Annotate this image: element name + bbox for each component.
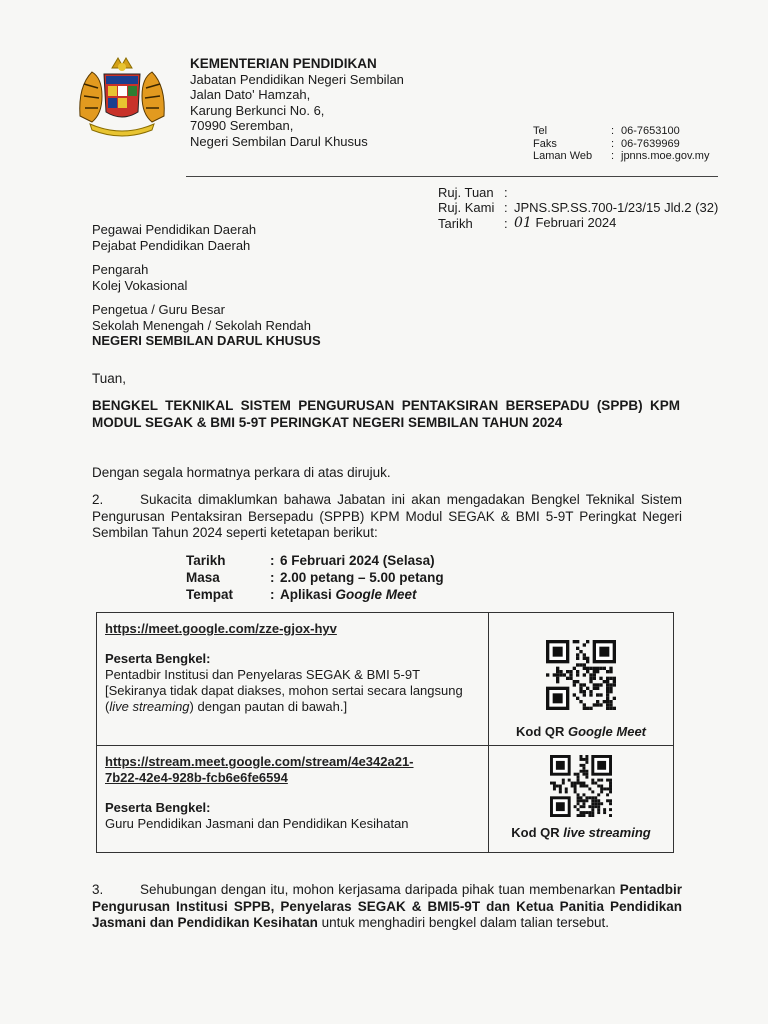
paragraph-number: 2. [92, 492, 104, 507]
peserta-title: Peserta Bengkel: [105, 800, 211, 815]
recipient-line: Pengarah [92, 262, 149, 277]
reference-block: Ruj. Tuan : Ruj. Kami : JPNS.SP.SS.700-1/23/15 Jld.2 (32) Tarikh : 01 Februari 2024 [438, 185, 719, 231]
address-line: 70990 Seremban, [190, 118, 294, 133]
peserta-text: Pentadbir Institusi dan Penyelaras SEGAK & BMI 5-9T [105, 667, 421, 682]
paragraph-number: 3. [92, 882, 104, 897]
qr-code-stream[interactable] [550, 755, 612, 817]
qr-label-meet: Kod QR Google Meet [515, 724, 647, 739]
address-line: Karung Berkunci No. 6, [190, 102, 325, 118]
peserta-text: Guru Pendidikan Jasmani dan Pendidikan Kesihatan [105, 816, 409, 831]
ministry-name: KEMENTERIAN PENDIDIKAN [190, 56, 377, 71]
contact-row-fax: Faks : 06-7639969 [533, 137, 680, 150]
session-row-stream [97, 746, 674, 853]
qr-label-stream: Kod QR live streaming [511, 825, 651, 840]
stream-link[interactable]: https://stream.meet.google.com/stream/4e342a21- 7b22-42e4-928b-fcb6e6fe6594 [105, 754, 414, 785]
recipient-line: Pengetua / Guru Besar [92, 302, 225, 317]
address-line: Jabatan Pendidikan Negeri Sembilan [190, 71, 404, 87]
qr-code-meet[interactable] [546, 640, 616, 710]
recipient-line: Pejabat Pendidikan Daerah [92, 237, 251, 253]
ruj-kami-label: Ruj. Kami [438, 200, 495, 215]
letter-subject: BENGKEL TEKNIKAL SISTEM PENGURUSAN PENTAKSIRAN BERSEPADU (SPPB) KPM MODUL SEGAK & BMI 5-9T PERINGKAT NEGERI SEMBILAN TAHUN 2024 [92, 398, 680, 430]
peserta-title: Peserta Bengkel: [105, 651, 211, 666]
recipient-line: Kolej Vokasional [92, 277, 188, 293]
ruj-tuan-label: Ruj. Tuan [438, 185, 494, 200]
address-line: Jalan Dato' Hamzah, [190, 87, 311, 102]
detail-venue-label: Tempat [186, 587, 234, 602]
detail-venue-value: Aplikasi Google Meet [280, 587, 417, 602]
header-divider [186, 176, 718, 177]
paragraph-2: 2. Sukacita dimaklumkan bahawa Jabatan ini akan mengadakan Bengkel Teknikal Sistem Pengurusan Pentaksiran Bersepadu (SPPB) KPM Modul SEGAK & BMI 5-9T Peringkat Negeri Sembilan Tahun 2024 seperti ketetapan berikut: [92, 492, 682, 540]
detail-time-value: 2.00 petang – 5.00 petang [280, 570, 444, 585]
contact-info [533, 125, 709, 163]
paragraph-3: 3. Sehubungan dengan itu, mohon kerjasama daripada pihak tuan membenarkan Pentadbir Pengurusan Institusi SPPB, Penyelaras SEGAK & BMI5-9T dan Ketua Panitia Pendidikan Jasmani dan Pendidikan Kesihatan untuk menghadiri bengkel dalam talian tersebut. [92, 882, 682, 930]
session-row-meet [97, 613, 674, 746]
ruj-kami-value: JPNS.SP.SS.700-1/23/15 Jld.2 (32) [514, 200, 719, 215]
access-note: [Sekiranya tidak dapat diakses, mohon sertai secara langsung (live streaming) dengan pautan di bawah.] [105, 683, 463, 714]
detail-time-label: Masa [186, 570, 220, 585]
ruj-tuan-value [514, 185, 718, 200]
address-line: Negeri Sembilan Darul Khusus [190, 133, 368, 149]
recipient-line: Pegawai Pendidikan Daerah [92, 222, 257, 237]
handwritten-day: 01 [514, 215, 532, 231]
meet-link[interactable]: https://meet.google.com/zze-gjox-hyv [105, 621, 337, 636]
tarikh-value: 01 Februari 2024 [514, 215, 617, 231]
recipient-state: NEGERI SEMBILAN DARUL KHUSUS [92, 333, 321, 348]
recipients-block [92, 222, 321, 358]
contact-row-web: Laman Web : jpnns.moe.gov.my [533, 150, 710, 162]
coat-of-arms-logo [72, 56, 172, 138]
recipient-line: Sekolah Menengah / Sekolah Rendah [92, 317, 311, 333]
session-links-table [96, 612, 674, 853]
detail-date-value: 6 Februari 2024 (Selasa) [280, 553, 435, 568]
salutation: Tuan, [92, 371, 127, 386]
paragraph-1: Dengan segala hormatnya perkara di atas dirujuk. [92, 465, 391, 480]
contact-row-tel: Tel : 06-7653100 [533, 125, 680, 137]
letterhead-address [190, 56, 404, 149]
tarikh-label: Tarikh [438, 215, 473, 231]
detail-date-label: Tarikh [186, 553, 226, 568]
event-details: Tarikh : 6 Februari 2024 (Selasa) Masa : 2.00 petang – 5.00 petang Tempat : Aplikasi Google Meet [186, 553, 444, 602]
